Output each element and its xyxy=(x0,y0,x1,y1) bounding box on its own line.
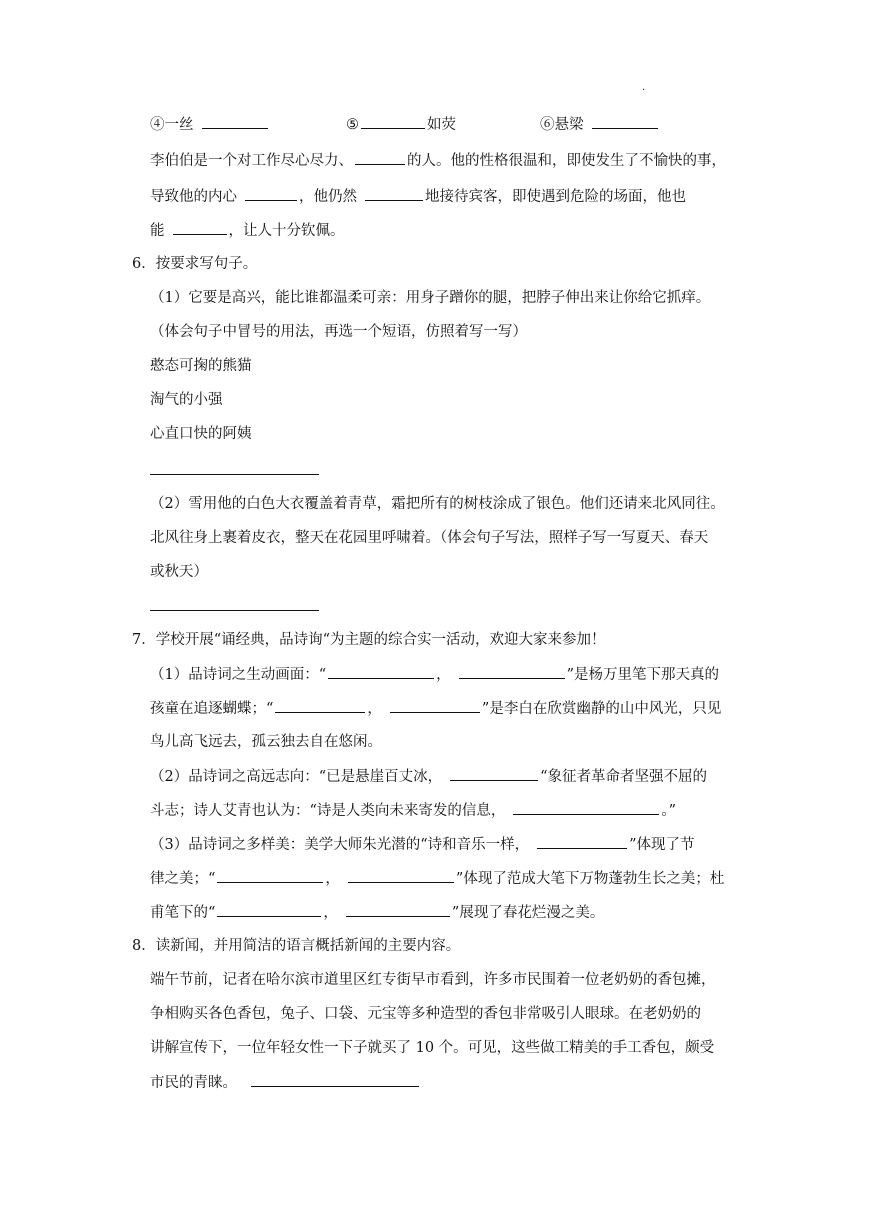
q7-s3-line1 xyxy=(150,834,695,855)
q6-answer-line-1[interactable] xyxy=(150,474,319,475)
poem-blank-1[interactable] xyxy=(328,664,434,679)
text: “象征者革命者坚强不屈的 xyxy=(540,769,708,785)
word-5-blank[interactable] xyxy=(361,114,425,129)
q6-part1-line1: （1）它要是高兴，能比谁都温柔可亲：用身子蹭你的腿，把脖子伸出来让你给它抓痒。 xyxy=(150,290,711,306)
q7-s3-line2 xyxy=(150,868,724,889)
text: 李伯伯是一个对工作尽心尽力、 xyxy=(150,153,353,169)
q7-s2-line2 xyxy=(150,800,676,821)
poem-blank-9[interactable] xyxy=(348,868,454,883)
q7-s1-line3: 鸟儿高飞远去，孤云独去自在悠闲。 xyxy=(150,734,382,750)
text: ， xyxy=(367,701,382,717)
word-6-label: ⑥悬梁 xyxy=(540,117,584,133)
q6-answer-line-2[interactable] xyxy=(150,610,319,611)
q7-s1-line2 xyxy=(150,698,721,719)
q6-title: 6．按要求写句子。 xyxy=(132,256,258,272)
word-5-label: ⑤ xyxy=(346,117,359,133)
text: ，他仍然 xyxy=(299,189,357,205)
word-5 xyxy=(346,114,456,135)
q6-part2-line2: 北风往身上裹着皮衣，整天在花园里呼啸着。（体会句子写法，照样子写一写夏天、春天 xyxy=(150,530,709,546)
word-4-blank[interactable] xyxy=(202,114,268,129)
text: ， xyxy=(325,871,340,887)
text: 孩童在追逐蝴蝶；“ xyxy=(150,701,274,717)
para-blank-2[interactable] xyxy=(245,186,297,201)
word-4 xyxy=(150,114,270,135)
q8-answer-blank[interactable] xyxy=(251,1072,419,1087)
q5-para-line-2 xyxy=(150,186,686,207)
q8-news-line1: 端午节前，记者在哈尔滨市道里区红专街早市看到，许多市民围着一位老奶奶的香包摊， xyxy=(150,972,716,988)
text: 能 xyxy=(150,223,165,239)
word-6 xyxy=(540,114,660,135)
q5-para-line-3 xyxy=(150,220,345,241)
text: （1）品诗词之生动画面：“ xyxy=(150,667,327,683)
text: ”体现了节 xyxy=(629,837,695,853)
text: ， xyxy=(323,905,338,921)
text: （2）品诗词之高远志向：“已是悬崖百丈冰， xyxy=(150,769,443,785)
q7-title: 7．学校开展“诵经典，品诗询“为主题的综合实一活动，欢迎大家来参加！ xyxy=(132,632,606,648)
text: 地接待宾客，即使遇到危险的场面，他也 xyxy=(425,189,686,205)
q6-option-2: 淘气的小强 xyxy=(150,392,223,408)
q6-part2-line3: 或秋天） xyxy=(150,564,208,580)
q6-option-3: 心直口快的阿姨 xyxy=(150,426,252,442)
poem-blank-4[interactable] xyxy=(390,698,480,713)
q7-s3-line3 xyxy=(150,902,604,923)
text: ”展现了春花烂漫之美。 xyxy=(451,905,605,921)
q8-news-line2: 争相购买各色香包，兔子、口袋、元宝等多种造型的香包非常吸引人眼球。在老奶奶的 xyxy=(150,1006,701,1022)
text: 市民的青睐。 xyxy=(150,1075,237,1091)
q7-s1-line1 xyxy=(150,664,719,685)
poem-blank-2[interactable] xyxy=(459,664,565,679)
word-6-blank[interactable] xyxy=(592,114,658,129)
text: ，让人十分钦佩。 xyxy=(228,223,345,239)
q6-part1-line2: （体会句子中冒号的用法，再选一个短语，仿照着写一写） xyxy=(150,324,527,340)
poem-blank-3[interactable] xyxy=(275,698,365,713)
word-4-label: ④一丝 xyxy=(150,117,194,133)
word-5-suffix: 如荧 xyxy=(427,117,456,133)
para-blank-4[interactable] xyxy=(173,220,227,235)
text: 导致他的内心 xyxy=(150,189,237,205)
q7-s2-line1 xyxy=(150,766,707,787)
para-blank-1[interactable] xyxy=(355,150,405,165)
text: ”是杨万里笔下那天真的 xyxy=(566,667,720,683)
top-mark: . xyxy=(642,82,646,93)
text: 甫笔下的“ xyxy=(150,905,216,921)
q5-para-line-1 xyxy=(150,150,726,171)
poem-blank-7[interactable] xyxy=(537,834,627,849)
text: 。” xyxy=(661,803,677,819)
poem-blank-5[interactable] xyxy=(450,766,538,781)
q8-news-line3: 讲解宣传下，一位年轻女性一下子就买了 10 个。可见，这些做工精美的手工香包，颇受 xyxy=(150,1040,715,1056)
q8-news-line4 xyxy=(150,1072,421,1093)
text: （3）品诗词之多样美：美学大师朱光潜的“诗和音乐一样， xyxy=(150,837,530,853)
text: 斗志；诗人艾青也认为：“诗是人类向未来寄发的信息， xyxy=(150,803,506,819)
poem-blank-11[interactable] xyxy=(346,902,450,917)
poem-blank-10[interactable] xyxy=(217,902,321,917)
q8-title: 8．读新闻，并用简洁的语言概括新闻的主要内容。 xyxy=(132,938,461,954)
poem-blank-8[interactable] xyxy=(217,868,323,883)
q6-part2-line1: （2）雪用他的白色大衣覆盖着青草，霜把所有的树枝涂成了银色。他们还请来北风同往。 xyxy=(150,496,725,512)
q6-option-1: 憨态可掬的熊猫 xyxy=(150,358,252,374)
poem-blank-6[interactable] xyxy=(513,800,659,815)
text: 律之美；“ xyxy=(150,871,216,887)
text: ”是李白在欣赏幽静的山中风光，只见 xyxy=(481,701,722,717)
text: ， xyxy=(436,667,451,683)
para-blank-3[interactable] xyxy=(365,186,423,201)
text: 的人。他的性格很温和，即使发生了不愉快的事， xyxy=(407,153,726,169)
text: ”体现了范成大笔下万物蓬勃生长之美；杜 xyxy=(455,871,725,887)
